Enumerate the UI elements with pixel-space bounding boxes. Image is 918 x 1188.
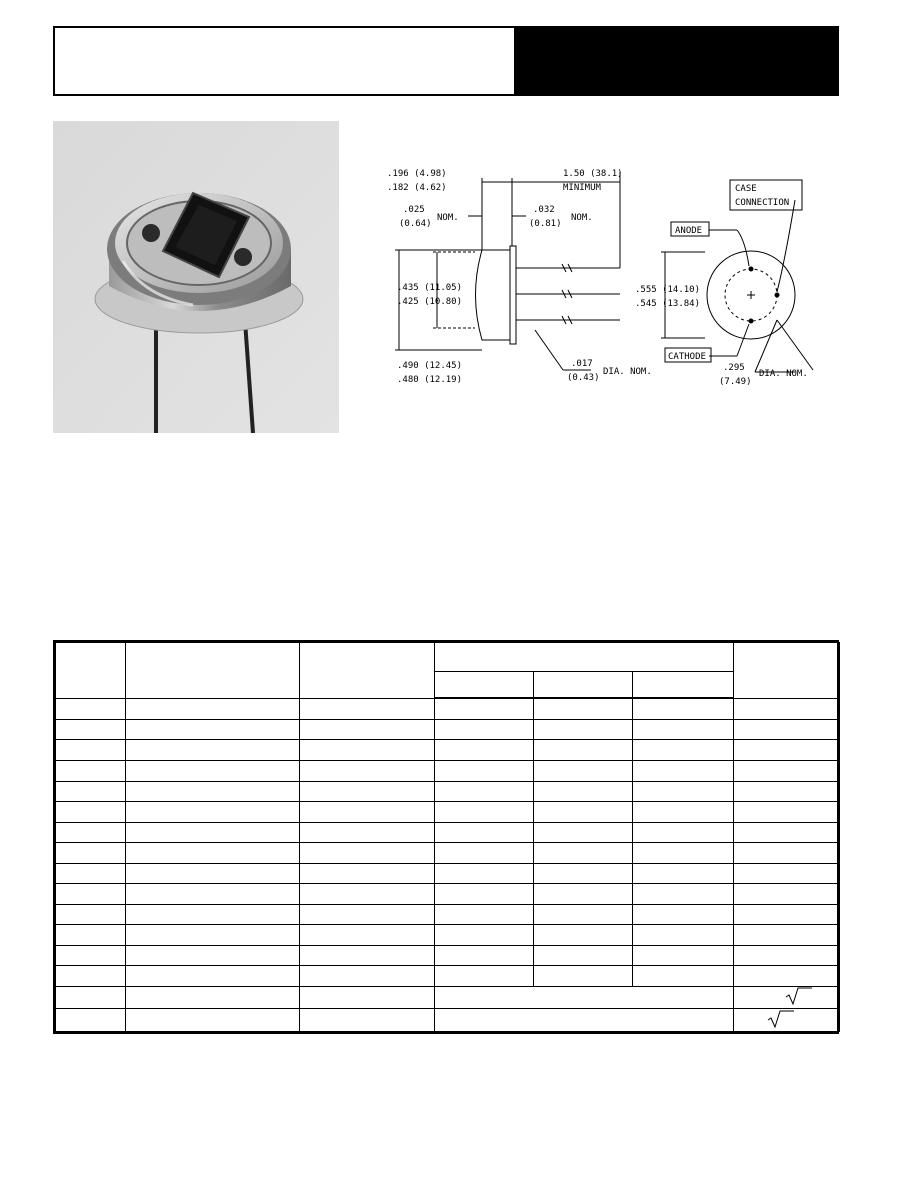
dim-body-top: .435 (11.05) <box>397 283 463 293</box>
table-row <box>56 863 840 884</box>
dim-flange-dia-bottom: .480 (12.19) <box>397 375 463 385</box>
label-case: CASE <box>735 184 757 194</box>
dim-can-top: .555 (14.10) <box>635 285 701 295</box>
dim-lead-dia-note: DIA. NOM. <box>603 367 652 377</box>
header-cell-parameter <box>126 643 300 699</box>
table-row <box>56 843 840 864</box>
dim-height-bottom: .182 (4.62) <box>387 183 447 193</box>
table-row <box>56 802 840 823</box>
dim-height-top: .196 (4.98) <box>387 169 447 179</box>
units-sqrt-cell <box>734 1009 840 1032</box>
units-sqrt-cell <box>734 986 840 1009</box>
header-cell-units <box>734 643 840 699</box>
header-cell-typ <box>534 671 633 698</box>
sqrt-symbol-icon <box>768 1011 794 1027</box>
sqrt-symbol-icon <box>786 988 812 1004</box>
header-cell-symbol <box>56 643 126 699</box>
spec-table <box>53 640 839 1034</box>
label-connection: CONNECTION <box>735 198 790 208</box>
dim-pin-circle-bottom: (7.49) <box>719 377 752 387</box>
dim-flange-top: .025 <box>403 205 425 215</box>
dim-seat-bottom: (0.81) <box>529 219 562 229</box>
header-cell-values <box>435 643 734 672</box>
header-box <box>53 26 839 96</box>
table-row <box>56 904 840 925</box>
table-row <box>56 884 840 905</box>
dim-flange-bottom: (0.64) <box>399 219 432 229</box>
dim-seat-note: NOM. <box>571 213 593 223</box>
dim-flange-note: NOM. <box>437 213 459 223</box>
table-row <box>56 781 840 802</box>
dim-flange-dia-top: .490 (12.45) <box>397 361 463 371</box>
header-right-panel <box>514 28 837 94</box>
table-row <box>56 986 840 1009</box>
dim-lead-dia-top: .017 <box>571 359 593 369</box>
table-row <box>56 698 840 719</box>
table-row <box>56 740 840 761</box>
label-cathode: CATHODE <box>668 352 706 362</box>
table-row <box>56 719 840 740</box>
table-row <box>56 925 840 946</box>
header-cell-max <box>633 671 734 698</box>
header-cell-conditions <box>300 643 435 699</box>
table-row <box>56 822 840 843</box>
dim-pin-circle-note: DIA. NOM. <box>759 369 808 379</box>
header-cell-min <box>435 671 534 698</box>
table-row <box>56 1009 840 1032</box>
table-row <box>56 945 840 966</box>
dim-lead-length-top: 1.50 (38.1) <box>563 169 623 179</box>
dim-pin-circle-top: .295 <box>723 363 745 373</box>
table-row <box>56 760 840 781</box>
outline-drawing <box>385 160 830 400</box>
dim-lead-dia-bottom: (0.43) <box>567 373 600 383</box>
label-anode: ANODE <box>675 226 703 236</box>
table-header-row-1 <box>56 643 840 672</box>
table-row <box>56 966 840 987</box>
dim-can-bottom: .545 (13.84) <box>635 299 701 309</box>
dim-body-bottom: .425 (10.80) <box>397 297 463 307</box>
header-left-panel <box>55 28 514 94</box>
dim-lead-length-bottom: MINIMUM <box>563 183 601 193</box>
product-photo <box>53 121 339 433</box>
dim-seat-top: .032 <box>533 205 555 215</box>
